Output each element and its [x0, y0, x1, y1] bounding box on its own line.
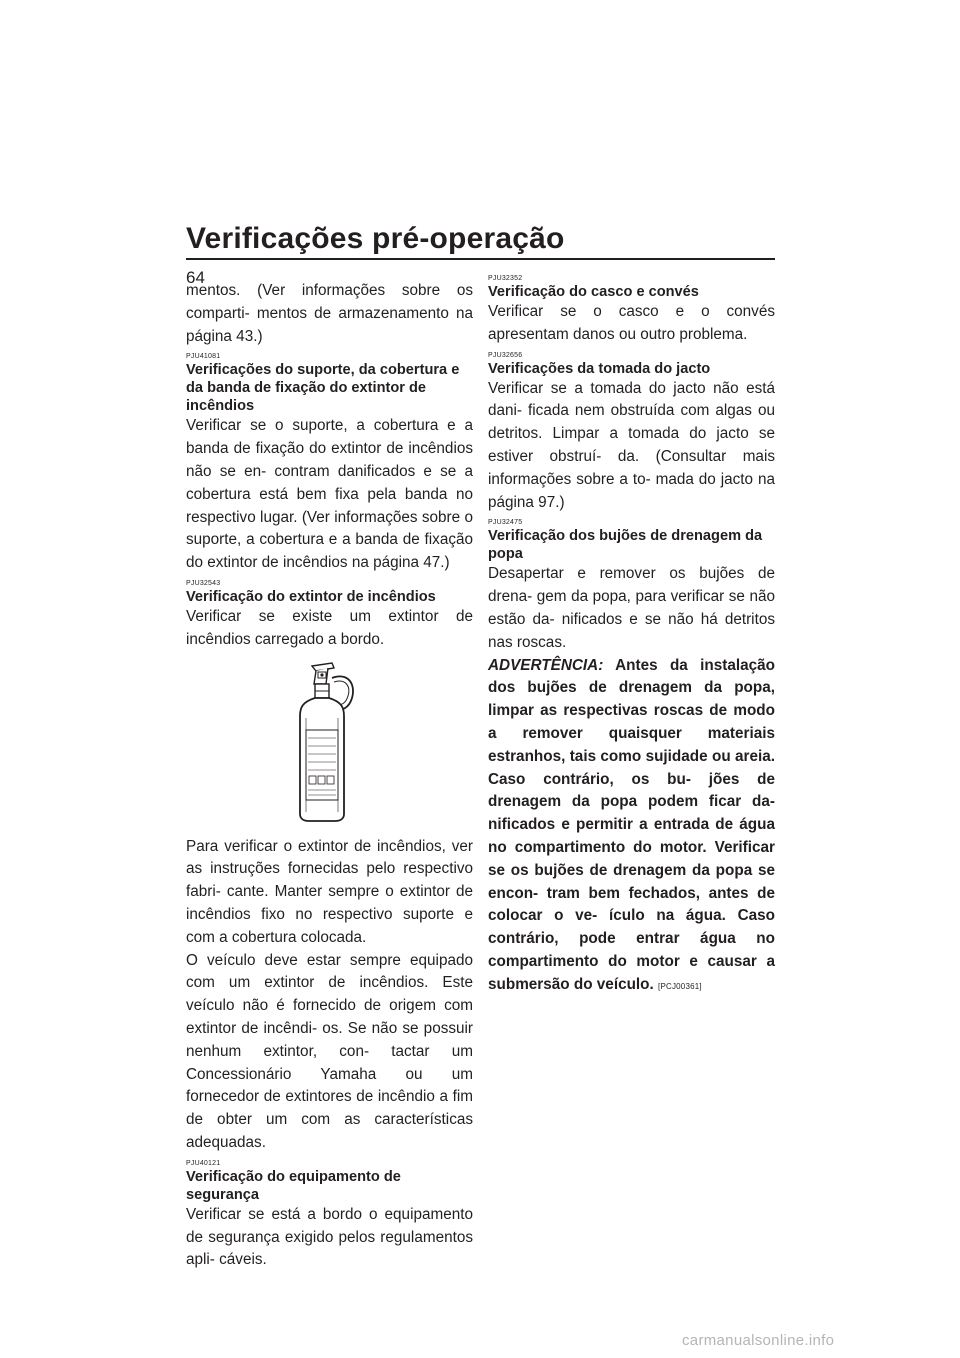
fire-extinguisher-icon [296, 662, 362, 824]
section-heading-jet-intake: Verificações da tomada do jacto [488, 360, 711, 377]
section-code: PJU32543 [186, 579, 221, 587]
warning-block [488, 655, 775, 999]
section-code: PJU32352 [488, 275, 523, 282]
section-heading-extinguisher-bracket: Verificações do suporte, da cobertura e da banda de fixação do extintor de incêndios [186, 362, 460, 415]
warning-code: [PCJ00361] [658, 981, 702, 991]
watermark: carmanualsonline.info [682, 1332, 835, 1349]
section-body: Verificar se existe um extintor de incêndios carregado a bordo. [186, 607, 473, 648]
intro-text: mentos. (Ver informações sobre os comparti- mentos de armazenamento na página 43.) [186, 282, 473, 345]
section-code: PJU40121 [186, 1159, 221, 1167]
right-column [488, 275, 775, 999]
warning-text: Antes da instalação dos bujões de drenagem da popa, limpar as respectivas roscas de modo a remover quaisquer materiais estranhos, tais como sujidade ou areia. Caso contrário, os bu- jões de drenagem da popa podem ficar da- nificados e permitir a entrada de água no compartimento do motor. Verificar se os bujões de drenagem da popa se encon- tram bem fechados, antes de colocar o ve- ículo na água. Caso contrário, pode entrar água no compartimento do motor e causar a submersão do veículo. [488, 656, 775, 993]
section-body: Desapertar e remover os bujões de drena- gem da popa, para verificar se não estão da- nificados e se não há detritos nas roscas. [488, 565, 775, 651]
section-body: Verificar se a tomada do jacto não está dani- ficada nem obstruída com algas ou detritos. Limpar a tomada do jacto se estiver obstruí- da. (Consultar mais informações sobre a to- mada do jacto na página 97.) [488, 379, 775, 511]
section-code: PJU32475 [488, 519, 523, 527]
section-code: PJU41081 [186, 353, 221, 361]
section-heading-safety-equipment: Verificação do equipamento de segurança [186, 1168, 401, 1203]
section-code: PJU32656 [488, 351, 523, 359]
warning-label: ADVERTÊNCIA: [488, 656, 604, 674]
title-rule [186, 258, 775, 260]
section-heading-hull-deck: Verificação do casco e convés [488, 284, 699, 300]
page-title: Verificações pré-operação [186, 222, 565, 255]
section-heading-drain-plugs: Verificação dos bujões de drenagem da popa [488, 528, 763, 563]
left-column [186, 280, 473, 1272]
section-body: Para verificar o extintor de incêndios, ver as instruções fornecidas pelo respectivo fabri- cante. Manter sempre o extintor de incêndios fixo no respectivo suporte e com a cobertura colocada. [186, 837, 473, 946]
section-body: Verificar se está a bordo o equipamento de segurança exigido pelos regulamentos apli- cáveis. [186, 1205, 473, 1269]
section-body: Verificar se o suporte, a cobertura e a banda de fixação do extintor de incêndios não se en- contram danificados e se a cobertura está bem fixa pela banda no respectivo lugar. (Ver informações sobre o suporte, a cobertura e a banda de fixação do extintor de incêndios na página 47.) [186, 417, 473, 572]
fire-extinguisher-illustration [186, 660, 473, 828]
section-body: Verificar se o casco e o convés apresentam danos ou outro problema. [488, 303, 775, 343]
page-number: 64 [186, 268, 205, 287]
section-body: O veículo deve estar sempre equipado com um extintor de incêndios. Este veículo não é fornecido de origem com extintor de incêndi- os. Se não se possuir nenhum extintor, con- tactar um Concessionário Yamaha ou um fornecedor de extintores de incêndio a fim de obter um com as características adequadas. [186, 951, 473, 1151]
section-heading-extinguisher-check: Verificação do extintor de incêndios [186, 588, 436, 605]
